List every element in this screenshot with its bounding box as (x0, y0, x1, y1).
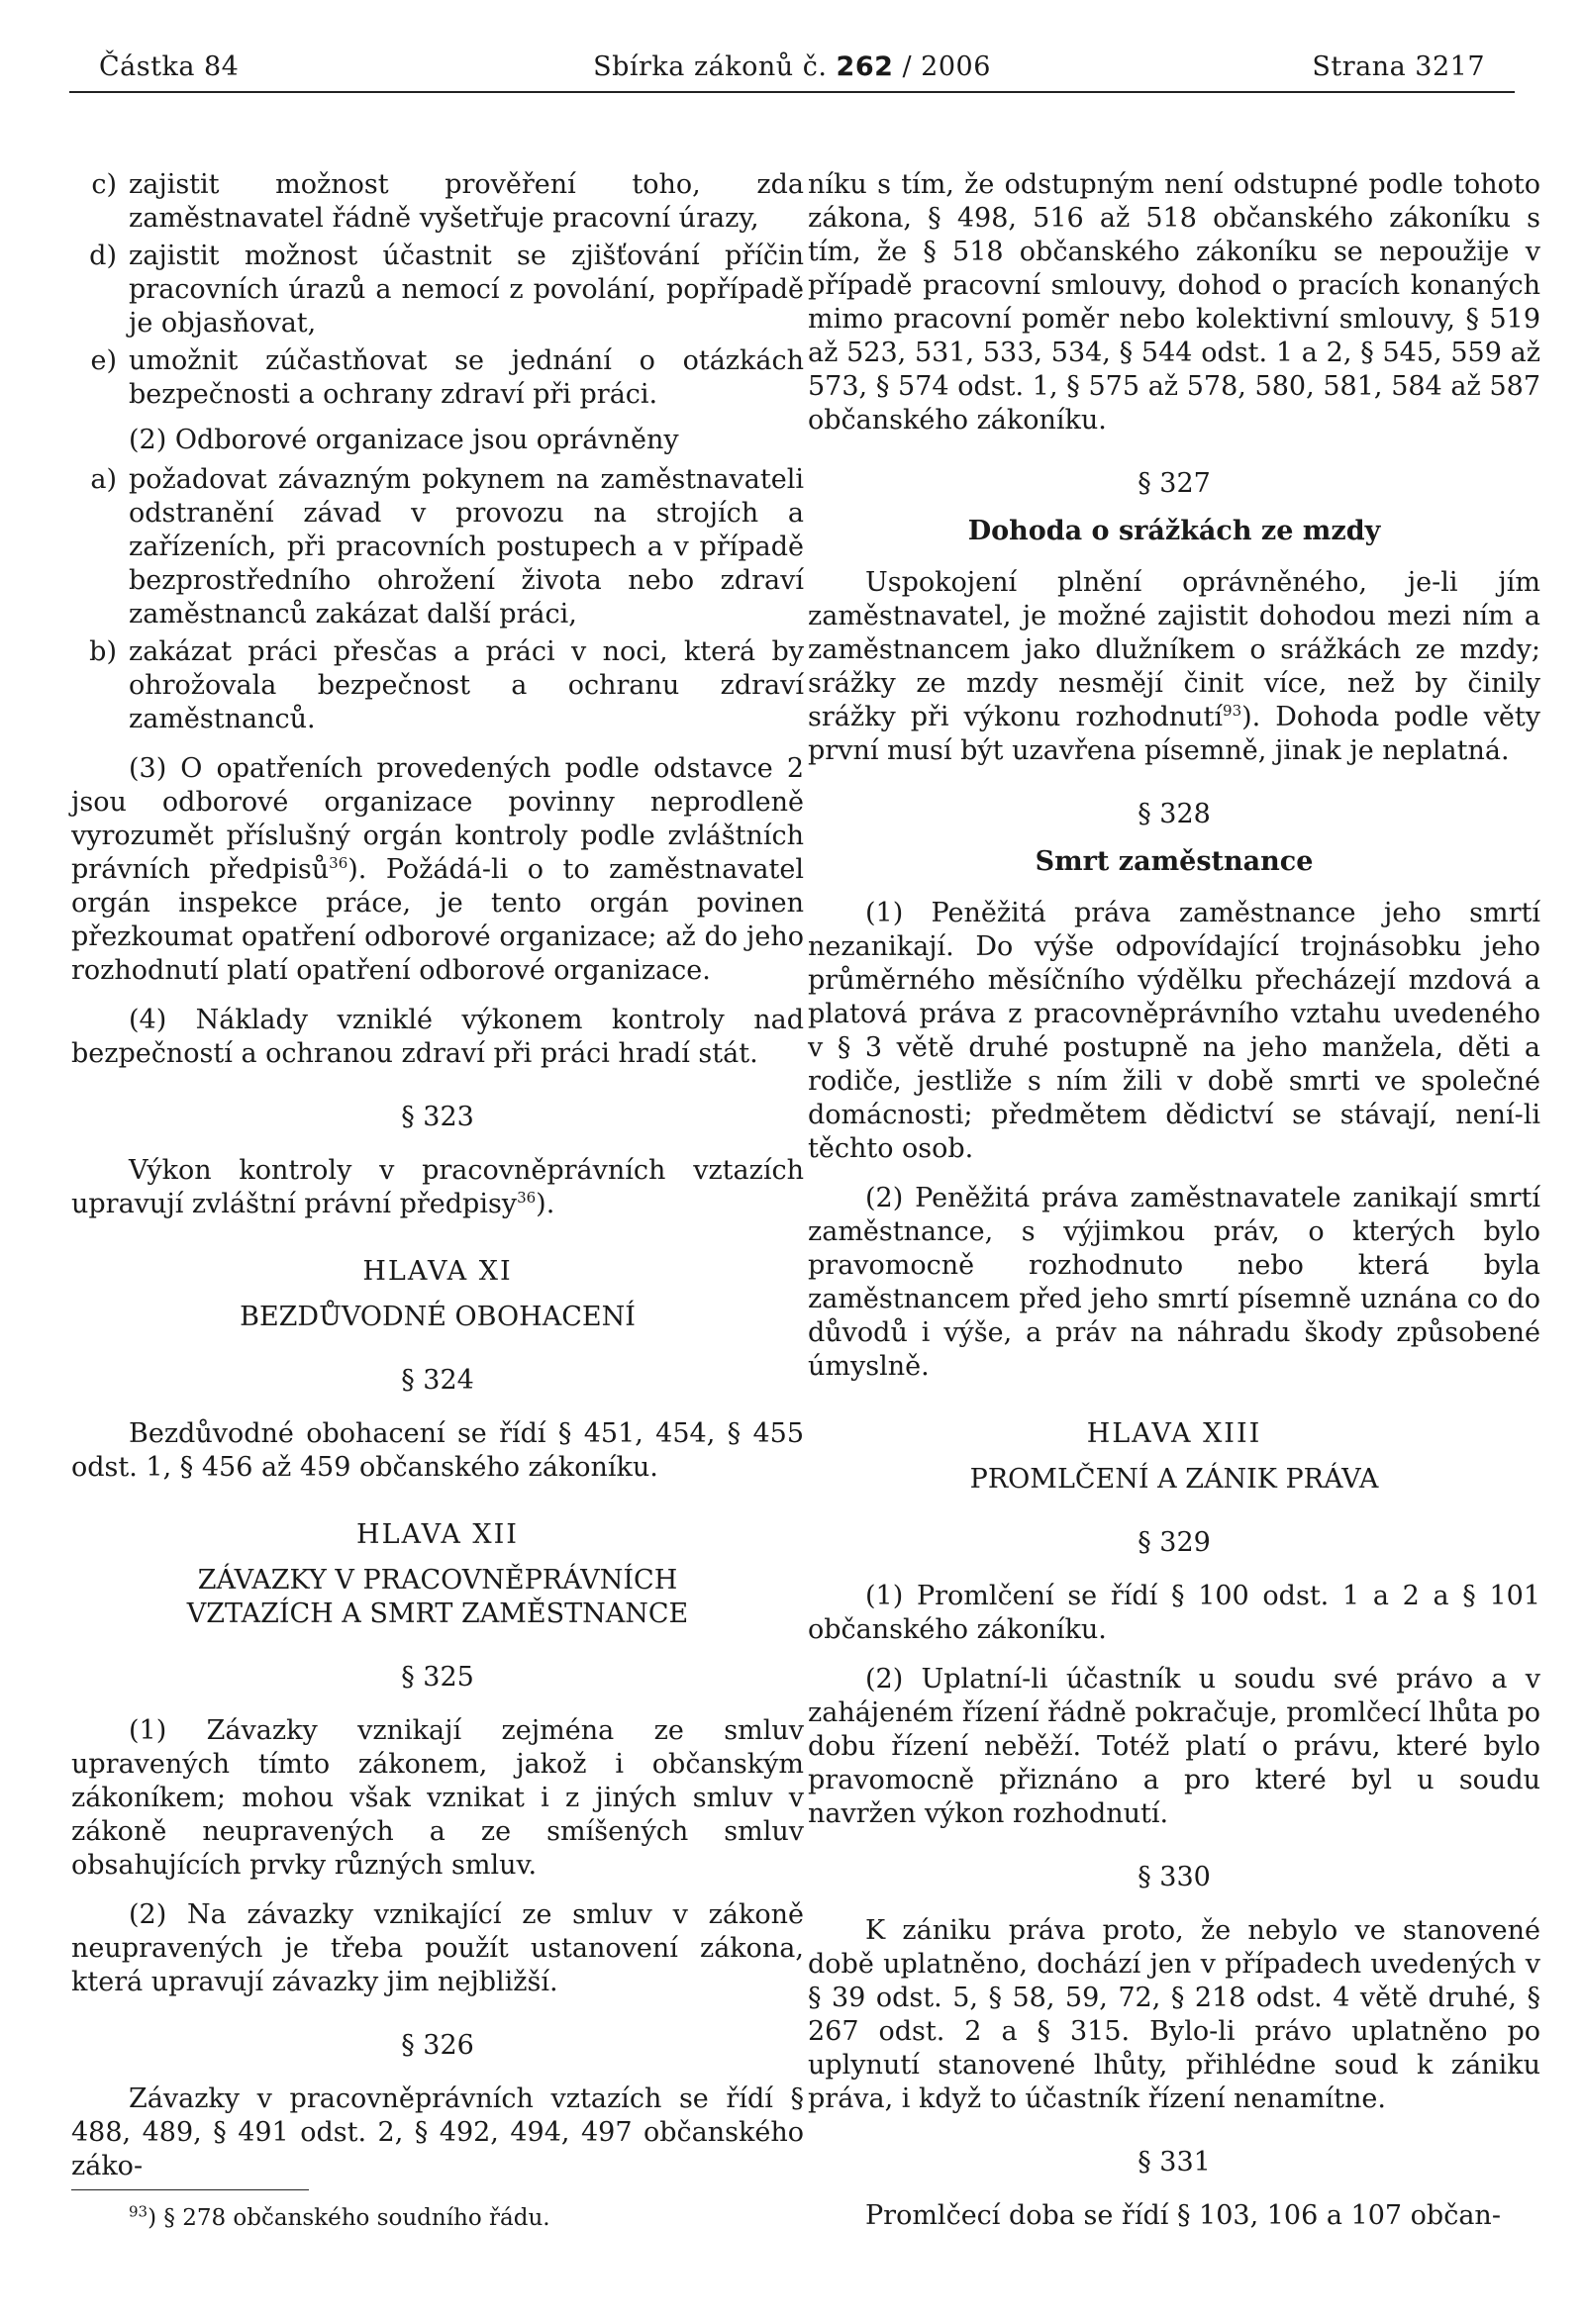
right-column (808, 168, 1540, 2249)
section-number: § 330 (1138, 1862, 1211, 1892)
part-title: VZTAZÍCH A SMRT ZAMĚSTNANCE (186, 1598, 689, 1629)
paragraph: (4) Náklady vzniklé výkonem kontroly nad bezpečností a ochranou zdraví při práci hradí stát. (71, 1005, 804, 1069)
paragraph: Závazky v pracovněprávních vztazích se řídí § 488, 489, § 491 odst. 2, § 492, 494, 497 občanského záko- (71, 2083, 804, 2181)
list-label: c) (91, 169, 117, 200)
footnote-number: 93 (129, 2202, 148, 2221)
footnote-ref: 36 (517, 1189, 537, 1207)
paragraph: Bezdůvodné obohacení se řídí § 451, 454, § 455 odst. 1, § 456 až 459 občanského zákoníku. (71, 1418, 804, 1483)
section-number: § 327 (1138, 468, 1211, 499)
footnote-divider (71, 2189, 309, 2190)
section-title: Dohoda o srážkách ze mzdy (967, 516, 1381, 546)
section-number: § 331 (1138, 2147, 1211, 2178)
list-text: zajistit možnost účastnit se zjišťování příčin pracovních úrazů a nemocí z povolání, popřípadě je objasňovat, (129, 241, 804, 339)
header-issue: Částka 84 (99, 51, 240, 82)
section-number: § 324 (401, 1365, 474, 1396)
section-title: Smrt zaměstnance (1035, 846, 1314, 877)
paragraph: (2) Na závazky vznikající ze smluv v zákoně neupravených je třeba použít ustanovení zákona, která upravují závazky jim nejbližší. (71, 1899, 804, 1997)
list-label: b) (89, 636, 117, 667)
footnote-ref: 93 (1223, 702, 1242, 720)
paragraph (71, 1154, 804, 1221)
paragraph-text: ). Dohoda podle věty první musí být uzavřena písemně, jinak je neplatná. (808, 702, 1540, 766)
list-text: umožnit zúčastňovat se jednání o otázkách bezpečnosti a ochrany zdraví při práci. (129, 345, 804, 410)
paragraph-text: Uspokojení plnění oprávněného, je-li jím zaměstnavatel, je možné zajistit dohodou mezi ním a zaměstnancem jako dlužníkem o srážkách ze mzdy; srážky ze mzdy nesmějí činit více, než by činily srážky při výkonu rozhodnutí (808, 567, 1540, 732)
header-collection-prefix: Sbírka zákonů č. (593, 51, 837, 82)
list-item (71, 344, 804, 412)
header-law-number: 262 (836, 51, 894, 82)
paragraph (71, 752, 804, 988)
footnote-ref: 36 (329, 854, 348, 872)
left-column (71, 168, 804, 2199)
list-text: zakázat práci přesčas a práci v noci, která by ohrožovala bezpečnost a ochranu zdraví zaměstnanců. (129, 636, 804, 734)
header-year: / 2006 (893, 51, 991, 82)
header-page-number: Strana 3217 (1312, 51, 1485, 82)
paragraph: (1) Promlčení se řídí § 100 odst. 1 a 2 a § 101 občanského zákoníku. (808, 1581, 1540, 1645)
list-text: požadovat závazným pokynem na zaměstnavateli odstranění závad v provozu na strojích a zařízeních, při pracovních postupech a v případě bezprostředního ohrožení života nebo zdraví zaměstnanců zakázat další práci, (129, 464, 804, 629)
paragraph-text: (3) O opatřeních provedených podle odstavce 2 jsou odborové organizace povinny neprodleně vyrozumět příslušný orgán kontroly podle zvláštních právních předpisů (71, 753, 804, 885)
paragraph: (2) Uplatní-li účastník u soudu své právo a v zahájeném řízení řádně pokračuje, promlčecí lhůta po dobu řízení neběží. Totéž platí o právu, které bylo pravomocně přiznáno a pro které byl u soudu navržen výkon rozhodnutí. (808, 1664, 1540, 1829)
paragraph: (2) Peněžitá práva zaměstnavatele zanikají smrtí zaměstnance, s výjimkou práv, o kterých bylo pravomocně rozhodnuto nebo která byla zaměstnancem před jeho smrtí písemně uznána co do důvodů i výše, a práv na náhradu škody způsobené úmyslně. (808, 1183, 1540, 1382)
paragraph: níku s tím, že odstupným není odstupné podle tohoto zákona, § 498, 516 až 518 občanského zákoníku s tím, že § 518 občanského zákoníku se nepoužije v případě pracovní smlouvy, dohod o pracích konaných mimo pracovní poměr nebo kolektivní smlouvy, § 519 až 523, 531, 533, 534, § 544 odst. 1 a 2, § 545, 559 až 573, § 574 odst. 1, § 575 až 578, 580, 581, 584 až 587 občanského zákoníku. (808, 169, 1540, 436)
paragraph-text: ). (536, 1189, 555, 1219)
footnote-text: ) § 278 občanského soudního řádu. (148, 2205, 550, 2231)
section-number: § 325 (401, 1662, 474, 1693)
part-title: BEZDŮVODNÉ OBOHACENÍ (240, 1302, 636, 1332)
footnote (129, 2202, 550, 2231)
part-heading: HLAVA XII (356, 1519, 519, 1550)
list-label: d) (89, 241, 117, 271)
paragraph: (1) Peněžitá práva zaměstnance jeho smrtí nezanikají. Do výše odpovídající trojnásobku jeho průměrného měsíčního výdělku přecházejí mzdová a platová práva z pracovněprávního vztahu uvedeného v § 3 větě druhé postupně na jeho manžela, děti a rodiče, jestliže s ním žili v době smrti ve společné domácnosti; předmětem dědictví se stávají, není-li těchto osob. (808, 898, 1540, 1164)
list-label: a) (90, 464, 117, 495)
paragraph (808, 566, 1540, 768)
header-collection (69, 51, 1515, 82)
paragraph-text: Výkon kontroly v pracovněprávních vztazích upravují zvláštní právní předpisy (71, 1155, 804, 1219)
paragraph: K zániku práva proto, že nebylo ve stanovené době uplatněno, dochází jen v případech uvedených v § 39 odst. 5, § 58, 59, 72, § 218 odst. 4 větě druhé, § 267 odst. 2 a § 315. Bylo-li právo uplatněno po uplynutí stanovené lhůty, přihlédne soud k zániku práva, i když to účastník řízení nenamítne. (808, 1915, 1540, 2114)
part-title: PROMLČENÍ A ZÁNIK PRÁVA (969, 1464, 1379, 1495)
part-heading: HLAVA XI (362, 1256, 513, 1287)
paragraph-text: ). Požádá-li o to zaměstnavatel orgán inspekce práce, je tento orgán povinen přezkoumat opatření odborové organizace; až do jeho rozhodnutí platí opatření odborové organizace. (71, 854, 804, 986)
list-item (71, 463, 804, 631)
list-text: zajistit možnost prověření toho, zda zaměstnavatel řádně vyšetřuje pracovní úrazy, (129, 169, 804, 234)
section-number: § 326 (401, 2030, 474, 2061)
page-header (69, 48, 1515, 93)
section-number: § 323 (401, 1102, 474, 1132)
paragraph: (1) Závazky vznikají zejména ze smluv upravených tímto zákonem, jakož i občanským zákoníkem; mohou však vznikat i z jiných smluv v zákoně neupravených a ze smíšených smluv obsahujících prvky různých smluv. (71, 1715, 804, 1881)
section-number: § 328 (1138, 799, 1211, 829)
list-label: e) (90, 345, 117, 376)
paragraph: (2) Odborové organizace jsou oprávněny (129, 425, 679, 455)
part-title: ZÁVAZKY V PRACOVNĚPRÁVNÍCH (197, 1565, 678, 1596)
list-item (71, 240, 804, 340)
paragraph: Promlčecí doba se řídí § 103, 106 a 107 občan- (865, 2200, 1501, 2231)
list-item (71, 635, 804, 736)
list-item (71, 168, 804, 236)
part-heading: HLAVA XIII (1086, 1418, 1262, 1449)
section-number: § 329 (1138, 1527, 1211, 1558)
